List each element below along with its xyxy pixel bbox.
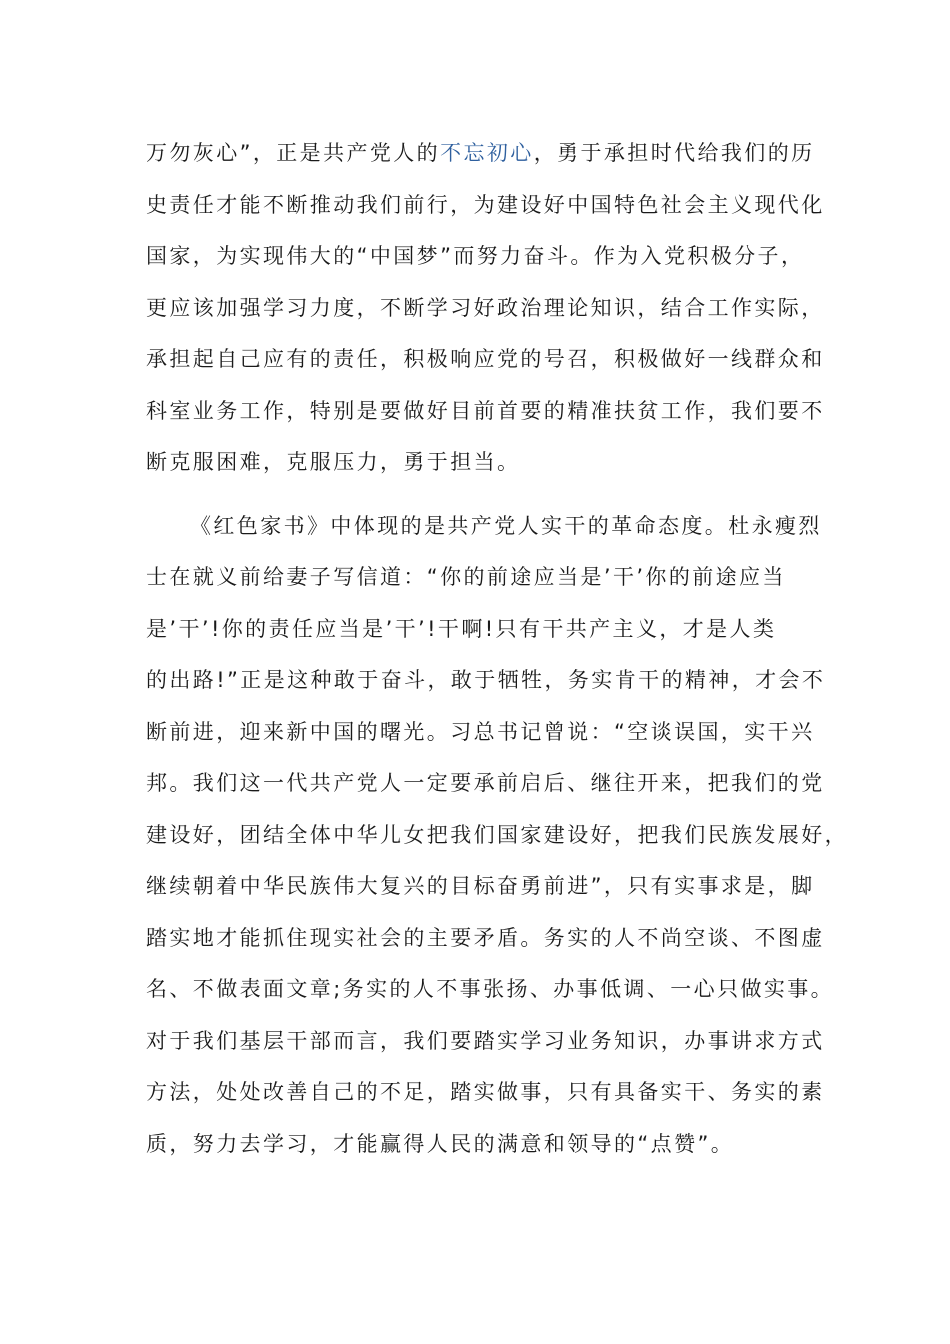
line-text: 万勿灰心”，正是共产党人的 — [146, 141, 441, 165]
paragraph-line: 质，努力去学习，才能赢得人民的满意和领导的“点赞”。 — [146, 1131, 735, 1156]
paragraph-line: 踏实地才能抓住现实社会的主要矛盾。务实的人不尚空谈、不图虚 — [146, 925, 825, 950]
paragraph-first-line: 《红色家书》中体现的是共产党人实干的革命态度。杜永瘦烈 — [190, 513, 822, 538]
paragraph-line: 更应该加强学习力度，不断学习好政治理论知识，结合工作实际， — [146, 295, 825, 320]
paragraph-line: 士在就义前给妻子写信道：“你的前途应当是’干’你的前途应当 — [146, 565, 786, 589]
paragraph-line: 方法，处处改善自己的不足，踏实做事，只有具备实干、务实的素 — [146, 1080, 825, 1104]
paragraph-line: 断克服困难，克服压力，勇于担当。 — [146, 450, 521, 474]
paragraph-line: 科室业务工作，特别是要做好目前首要的精准扶贫工作，我们要不 — [146, 398, 825, 423]
paragraph-1 — [146, 128, 825, 489]
paragraph-line: 国家，为实现伟大的“中国梦”而努力奋斗。作为入党积极分子， — [146, 244, 805, 268]
line-text: ，勇于承担时代给我们的历 — [533, 141, 815, 165]
paragraph-spacing — [146, 489, 806, 501]
paragraph-line: 史责任才能不断推动我们前行，为建设好中国特色社会主义现代化 — [146, 192, 825, 217]
paragraph-line: 承担起自己应有的责任，积极响应党的号召，积极做好一线群众和 — [146, 347, 825, 371]
paragraph-line: 继续朝着中华民族伟大复兴的目标奋勇前进”，只有实事求是，脚 — [146, 874, 815, 898]
paragraph-line — [146, 128, 815, 180]
paragraph-line: 对于我们基层干部而言，我们要踏实学习业务知识，办事讲求方式 — [146, 1028, 825, 1053]
hyperlink-buwangchuxin[interactable]: 不忘初心 — [440, 141, 534, 165]
document-body — [146, 128, 848, 1170]
paragraph-line: 断前进，迎来新中国的曙光。习总书记曾说：“空谈误国，实干兴 — [146, 719, 815, 744]
paragraph-line: 是’干’!你的责任应当是’干’!干啊!只有干共产主义，才是人类 — [146, 616, 777, 641]
paragraph-line: 名、不做表面文章;务实的人不事张扬、办事低调、一心只做实事。 — [146, 977, 835, 1001]
paragraph-line: 的出路!”正是这种敢于奋斗，敢于牺牲，务实肯干的精神，才会不 — [146, 668, 826, 692]
paragraph-2 — [146, 501, 848, 1171]
paragraph-line: 建设好，团结全体中华儿女把我们国家建设好，把我们民族发展好， — [146, 822, 848, 847]
paragraph-line: 邦。我们这一代共产党人一定要承前启后、继往开来，把我们的党 — [146, 771, 825, 795]
